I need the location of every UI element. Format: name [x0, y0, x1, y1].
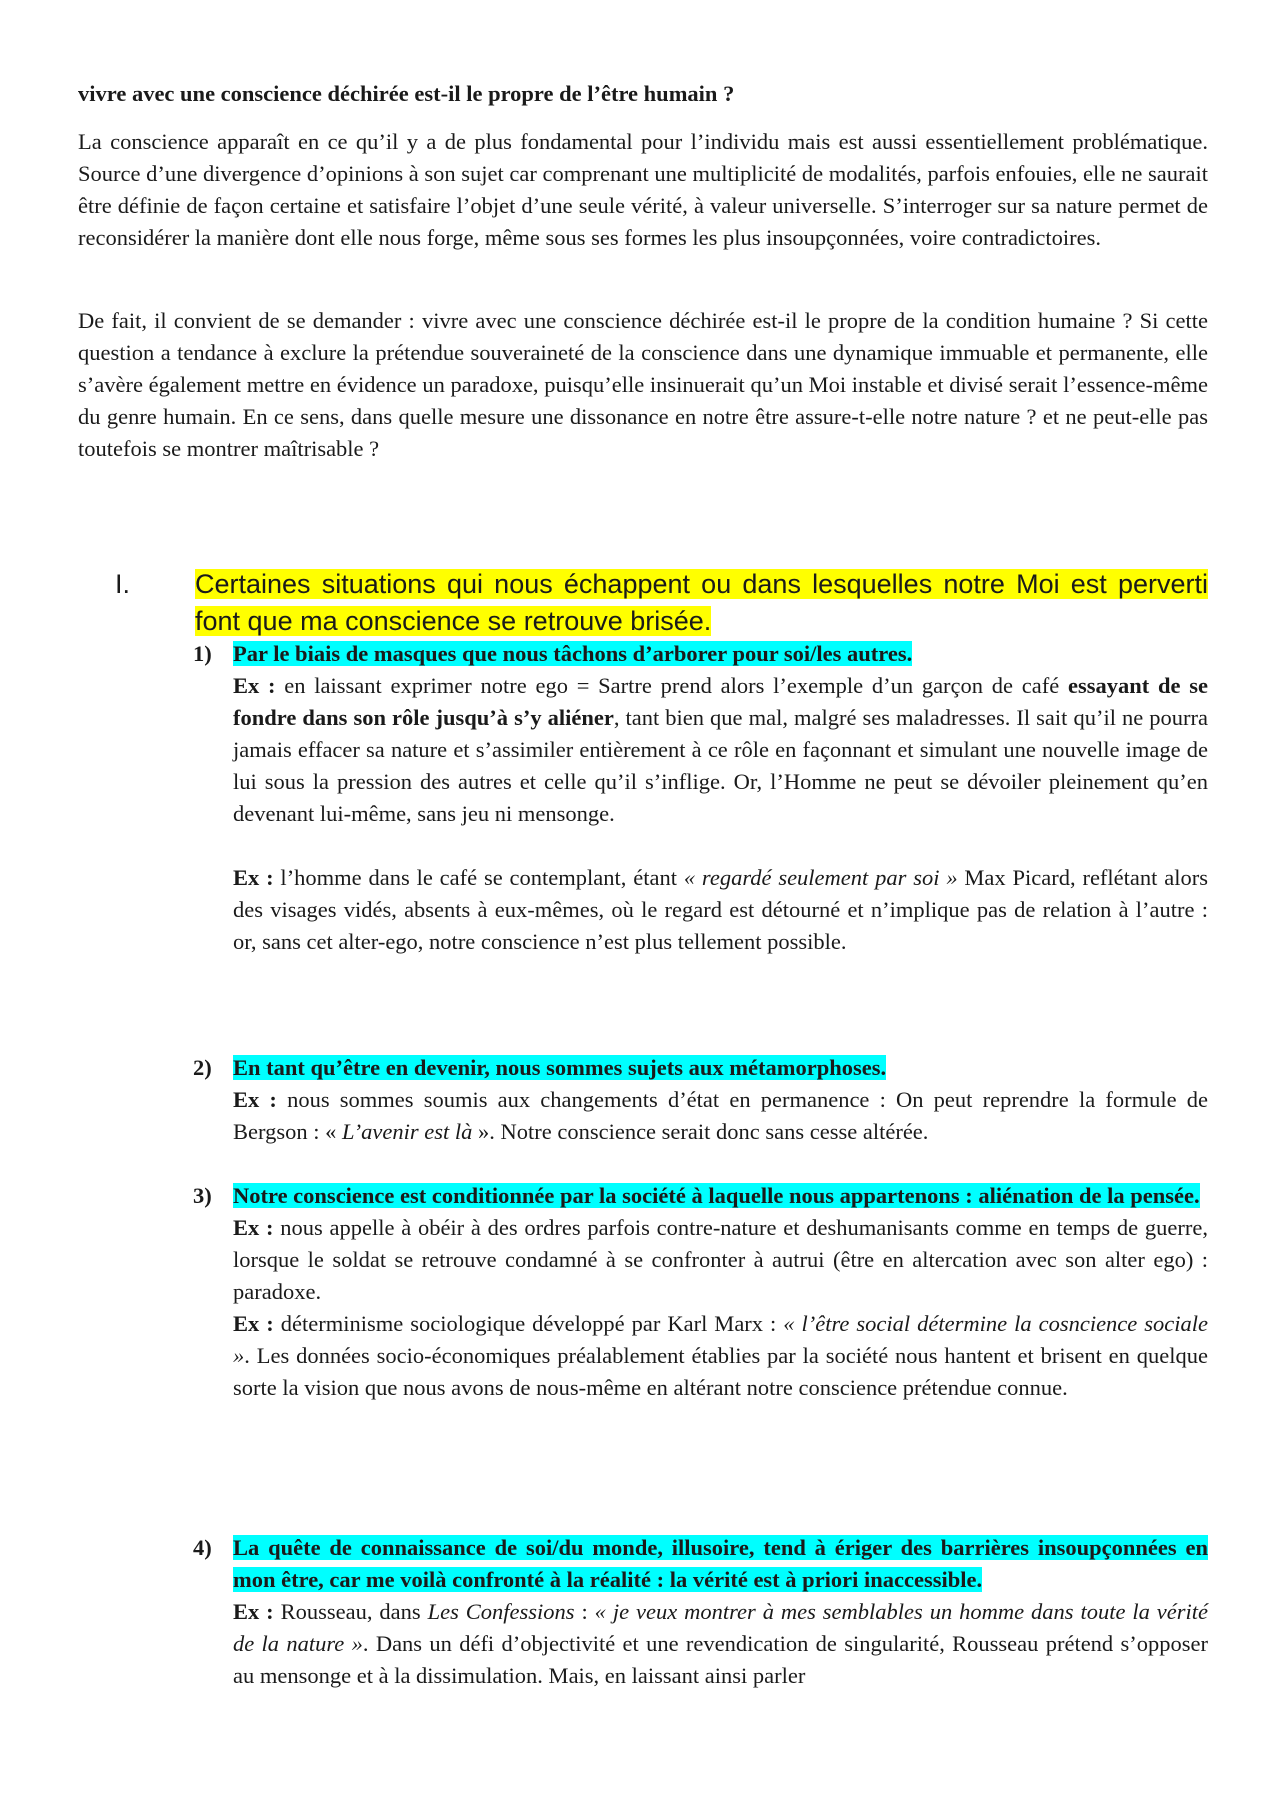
- intro-paragraph-2: De fait, il convient de se demander : vivre avec une conscience déchirée est-il le propre de la condition humaine ? Si cette question a tendance à exclure la prétendue souveraineté de la conscience dans une dynamique immuable et permanente, elle s’avère également mettre en évidence un paradoxe, puisqu’elle insinuerait qu’un Moi instable et divisé serait l’essence-même du genre humain. En ce sens, dans quelle mesure une dissonance en notre être assure-t-elle notre nature ? et ne peut-elle pas toutefois se montrer maîtrisable ?: [78, 308, 1208, 461]
- section-number: I.: [115, 569, 131, 599]
- example-label: Ex :: [233, 1215, 274, 1240]
- subsection-number: 1): [193, 641, 212, 666]
- section-heading-text: Certaines situations qui nous échappent ou dans lesquelles notre Moi est perverti font que ma conscience se retrouve brisée.: [195, 569, 1208, 636]
- subsection-number: 3): [193, 1183, 212, 1208]
- document-title: vivre avec une conscience déchirée est-il le propre de l’être humain ?: [78, 81, 735, 106]
- subsection-heading: La quête de connaissance de soi/du monde, illusoire, tend à ériger des barrières insoupçonnées en mon être, car me voilà confronté à la réalité : la vérité est à priori inaccessible.: [233, 1535, 1208, 1592]
- subsection-number: 2): [193, 1055, 212, 1080]
- section-heading: [115, 566, 1208, 640]
- example-paragraph: Ex : déterminisme sociologique développé par Karl Marx : « l’être social détermine la cosncience sociale ». Les données socio-économiques préalablement établies par la société nous hantent et brisent en quelque sorte la vision que nous avons de nous-même en altérant notre conscience prétendue connue.: [233, 1311, 1208, 1400]
- intro-paragraph-1: La conscience apparaît en ce qu’il y a de plus fondamental pour l’individu mais est aussi essentiellement problématique. Source d’une divergence d’opinions à son sujet car comprenant une multiplicité de modalités, parfois enfouies, elle ne saurait être définie de façon certaine et satisfaire l’objet d’une seule vérité, à valeur universelle. S’interroger sur sa nature permet de reconsidérer la manière dont elle nous forge, même sous ses formes les plus insoupçonnées, voire contradictoires.: [78, 129, 1208, 250]
- example-paragraph: Ex : nous appelle à obéir à des ordres parfois contre-nature et deshumanisants comme en temps de guerre, lorsque le soldat se retrouve condamné à se confronter à autrui (être en altercation avec son alter ego) : paradoxe.: [233, 1215, 1209, 1304]
- example-label: Ex :: [233, 865, 274, 890]
- example-label: Ex :: [233, 1087, 277, 1112]
- example-label: Ex :: [233, 1599, 274, 1624]
- subsection-heading: Notre conscience est conditionnée par la société à laquelle nous appartenons : aliénation de la pensée.: [233, 1183, 1200, 1208]
- subsection-1: [193, 638, 1208, 958]
- example-label: Ex :: [233, 1311, 274, 1336]
- subsection-3: [193, 1180, 1208, 1404]
- example-paragraph: Ex : l’homme dans le café se contemplant, étant « regardé seulement par soi » Max Picard, reflétant alors des visages vidés, absents à eux-mêmes, où le regard est détourné et n’implique pas de relation à l’autre : or, sans cet alter-ego, notre conscience n’est plus tellement possible.: [233, 865, 1208, 954]
- subsection-heading: Par le biais de masques que nous tâchons d’arborer pour soi/les autres.: [233, 641, 913, 666]
- subsection-number: 4): [193, 1535, 212, 1560]
- example-paragraph: Ex : nous sommes soumis aux changements d’état en permanence : On peut reprendre la formule de Bergson : « L’avenir est là ». Notre conscience serait donc sans cesse altérée.: [233, 1087, 1208, 1144]
- subsection-heading: En tant qu’être en devenir, nous sommes sujets aux métamorphoses.: [233, 1055, 887, 1080]
- subsection-4: [193, 1532, 1208, 1692]
- example-paragraph: Ex : Rousseau, dans Les Confessions : « je veux montrer à mes semblables un homme dans toute la vérité de la nature ». Dans un défi d’objectivité et une revendication de singularité, Rousseau prétend s’opposer au mensonge et à la dissimulation. Mais, en laissant ainsi parler: [233, 1599, 1209, 1688]
- example-paragraph: Ex : en laissant exprimer notre ego = Sartre prend alors l’exemple d’un garçon de café essayant de se fondre dans son rôle jusqu’à s’y aliéner, tant bien que mal, malgré ses maladresses. Il sait qu’il ne pourra jamais effacer sa nature et s’assimiler entièrement à ce rôle en façonnant et simulant une nouvelle image de lui sous la pression des autres et celle qu’il s’inflige. Or, l’Homme ne peut se dévoiler pleinement qu’en devenant lui-même, sans jeu ni mensonge.: [233, 673, 1209, 826]
- subsection-2: [193, 1052, 1208, 1148]
- example-label: Ex :: [233, 673, 276, 698]
